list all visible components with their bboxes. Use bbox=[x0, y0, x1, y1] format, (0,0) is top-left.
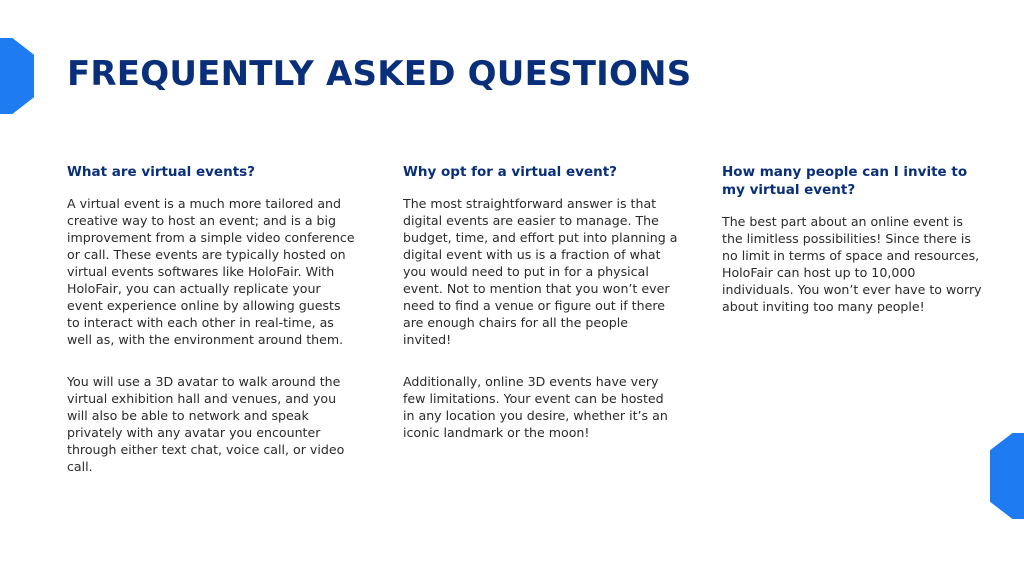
faq-answer-paragraph: Additionally, online 3D events have very few limitations. Your event can be hosted in any location you desire, whether it’s an iconic landmark or the moon! bbox=[403, 374, 668, 440]
faq-answer-paragraph: You will use a 3D avatar to walk around the virtual exhibition hall and venues, and you will also be able to network and speak privately with any avatar you encounter through either text chat, voice call, or video call. bbox=[67, 374, 345, 474]
faq-question: How many people can I invite to my virtual event? bbox=[722, 164, 968, 198]
faq-column-how-many-people bbox=[722, 163, 984, 315]
decorative-hexagon-left bbox=[0, 38, 34, 114]
faq-question: What are virtual events? bbox=[67, 164, 256, 180]
faq-answer-paragraph: The most straightforward answer is that digital events are easier to manage. The budget, time, and effort put into planning a digital event with us is a fraction of what you would need to put in for a physical event. Not to mention that you won’t ever need to find a venue or figure out if there are enough chairs for all the people invited! bbox=[403, 196, 678, 347]
faq-column-virtual-events bbox=[67, 163, 357, 475]
page-title: FREQUENTLY ASKED QUESTIONS bbox=[67, 54, 692, 94]
faq-column-why-virtual bbox=[403, 163, 678, 441]
faq-question: Why opt for a virtual event? bbox=[403, 164, 618, 180]
decorative-hexagon-right bbox=[990, 433, 1024, 519]
faq-answer-paragraph: The best part about an online event is the limitless possibilities! Since there is no limit in terms of space and resources, HoloFair can host up to 10,000 individuals. You won’t ever have to worry about inviting too many people! bbox=[722, 214, 982, 314]
faq-answer-paragraph: A virtual event is a much more tailored and creative way to host an event; and is a big improvement from a simple video conference or call. These events are typically hosted on virtual events softwares like HoloFair. With HoloFair, you can actually replicate your event experience online by allowing guests to interact with each other in real-time, as well as, with the environment around them. bbox=[67, 196, 355, 347]
